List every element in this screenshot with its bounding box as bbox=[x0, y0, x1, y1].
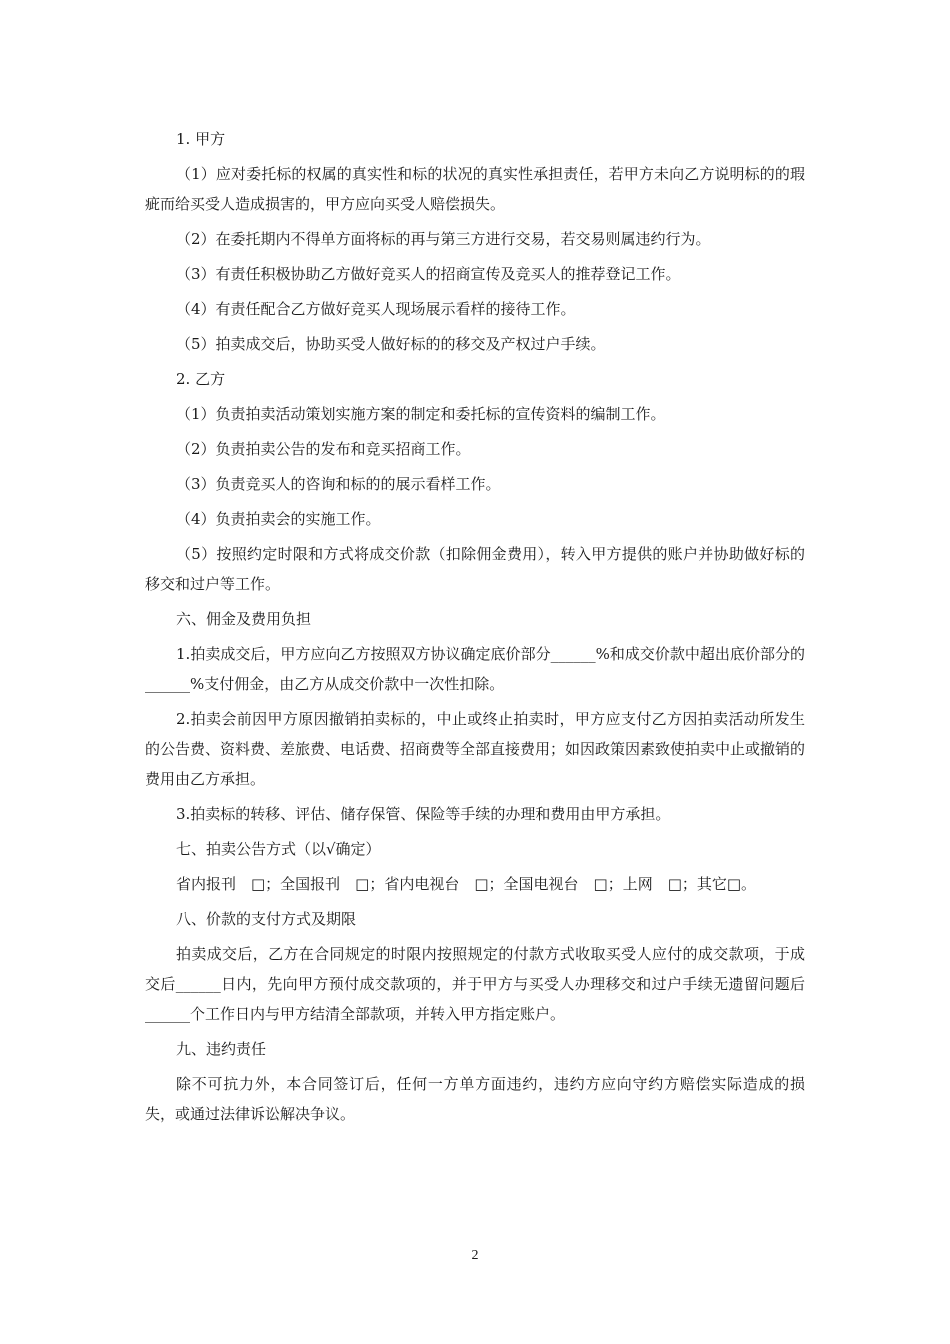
section-heading-liability: 九、违约责任 bbox=[176, 1040, 267, 1058]
payment-clause: 拍卖成交后，乙方在合同规定的时限内按照规定的付款方式收取买受人应付的成交款项，于成交后______日内，先向甲方预付成交款项的，并于甲方与买受人办理移交和过户手续无遗留问题后______个工作日内与甲方结清全部款项，并转入甲方指定账户。 bbox=[145, 945, 805, 1023]
clause-a-4: （4）有责任配合乙方做好竞买人现场展示看样的接待工作。 bbox=[176, 300, 576, 318]
clause-b-2: （2）负责拍卖公告的发布和竞买招商工作。 bbox=[176, 440, 471, 458]
commission-clause-2: 2.拍卖会前因甲方原因撤销拍卖标的，中止或终止拍卖时，甲方应支付乙方因拍卖活动所发生的公告费、资料费、差旅费、电话费、招商费等全部直接费用；如因政策因素致使拍卖中止或撤销的费用由乙方承担。 bbox=[145, 710, 806, 788]
liability-clause: 除不可抗力外，本合同签订后，任何一方单方面违约，违约方应向守约方赔偿实际造成的损失，或通过法律诉讼解决争议。 bbox=[145, 1075, 805, 1123]
document-body bbox=[145, 124, 805, 1134]
clause-a-1: （1）应对委托标的权属的真实性和标的状况的真实性承担责任，若甲方未向乙方说明标的的瑕疵而给买受人造成损害的，甲方应向买受人赔偿损失。 bbox=[145, 165, 805, 213]
clause-b-4: （4）负责拍卖会的实施工作。 bbox=[176, 510, 381, 528]
clause-b-3: （3）负责竞买人的咨询和标的的展示看样工作。 bbox=[176, 475, 501, 493]
section-heading-commission: 六、佣金及费用负担 bbox=[176, 610, 312, 628]
clause-a-5: （5）拍卖成交后，协助买受人做好标的的移交及产权过户手续。 bbox=[176, 335, 606, 353]
page-number: 2 bbox=[471, 1248, 479, 1263]
commission-clause-3: 3.拍卖标的转移、评估、储存保管、保险等手续的办理和费用由甲方承担。 bbox=[176, 805, 671, 823]
clause-b-5: （5）按照约定时限和方式将成交价款（扣除佣金费用），转入甲方提供的账户并协助做好标的移交和过户等工作。 bbox=[145, 545, 805, 593]
heading-party-b: 2. 乙方 bbox=[176, 370, 226, 388]
clause-b-1: （1）负责拍卖活动策划实施方案的制定和委托标的宣传资料的编制工作。 bbox=[176, 405, 666, 423]
heading-party-a: 1. 甲方 bbox=[176, 130, 226, 148]
section-heading-payment: 八、价款的支付方式及期限 bbox=[176, 910, 357, 928]
section-heading-announcement: 七、拍卖公告方式（以√确定） bbox=[176, 840, 381, 858]
announcement-options: 省内报刊 □；全国报刊 □；省内电视台 □；全国电视台 □；上网 □；其它□。 bbox=[176, 875, 757, 893]
clause-a-2: （2）在委托期内不得单方面将标的再与第三方进行交易，若交易则属违约行为。 bbox=[176, 230, 711, 248]
clause-a-3: （3）有责任积极协助乙方做好竞买人的招商宣传及竞买人的推荐登记工作。 bbox=[176, 265, 681, 283]
commission-clause-1: 1.拍卖成交后，甲方应向乙方按照双方协议确定底价部分______%和成交价款中超出底价部分的______%支付佣金，由乙方从成交价款中一次性扣除。 bbox=[145, 645, 805, 693]
